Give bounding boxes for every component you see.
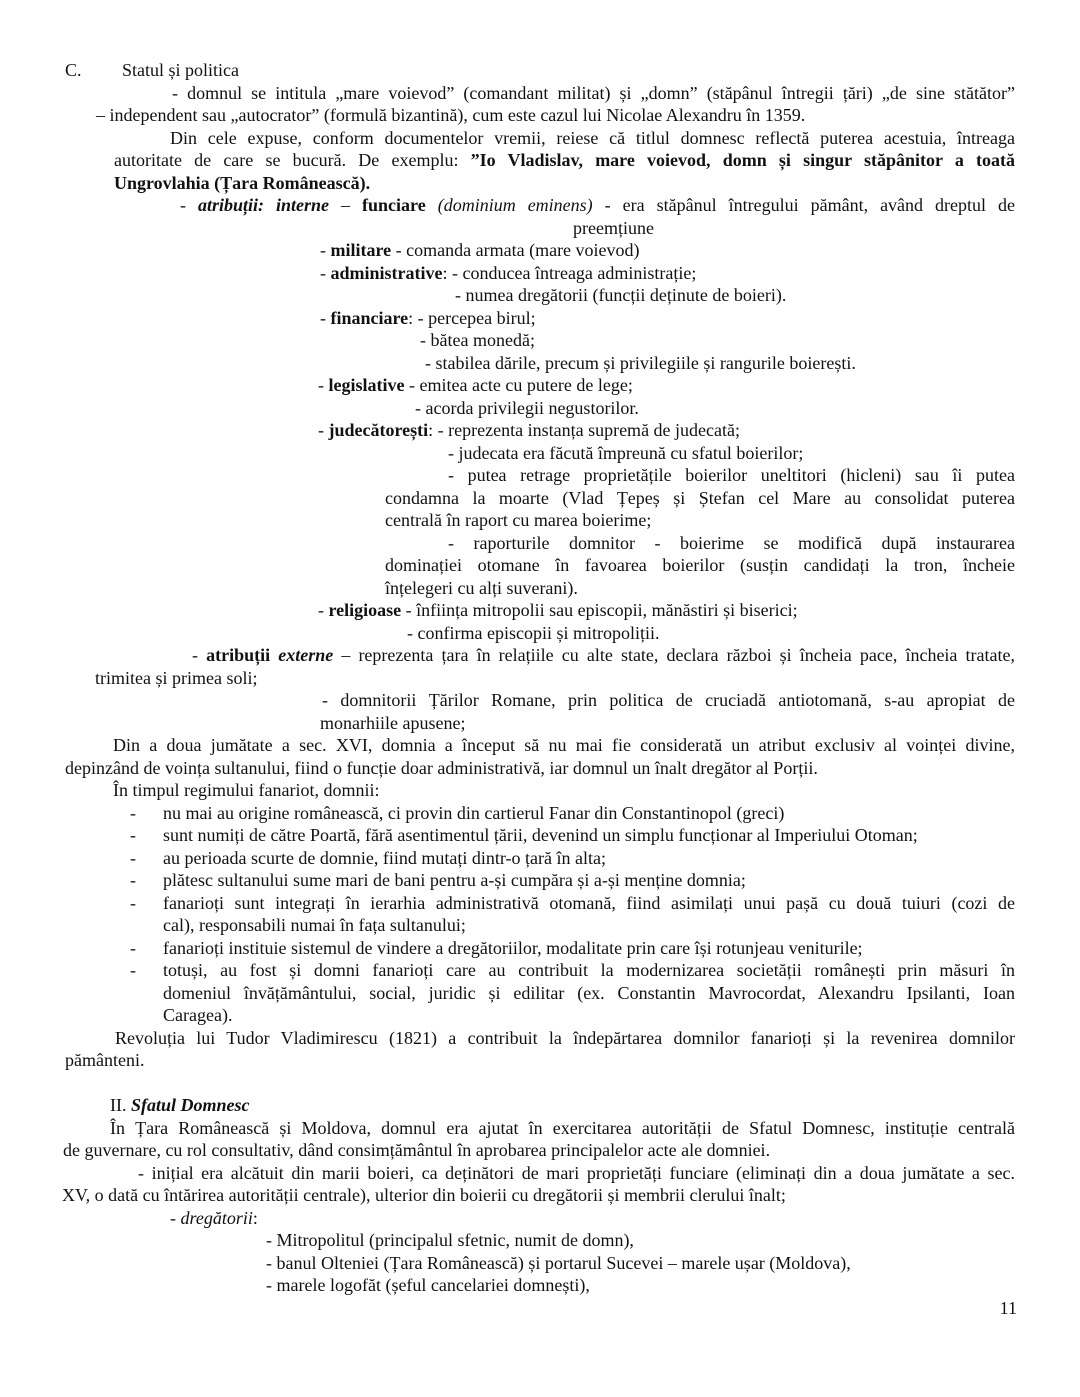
text-run: centrală în raport cu marea boierime; <box>385 510 652 530</box>
text-run: Din a doua jumătate a sec. XVI, domnia a început să nu mai fie considerată un atribut exclusiv al voinței divine, <box>113 735 1015 755</box>
text-line <box>0 397 1080 420</box>
text-run: atribuții: interne <box>198 195 330 215</box>
text-line <box>0 757 1080 780</box>
text-run: (dominium eminens) <box>437 195 593 215</box>
text-line <box>0 149 1080 172</box>
text-line <box>0 622 1080 645</box>
text-run: - <box>318 420 329 440</box>
text-run: militare <box>330 240 392 260</box>
text-line <box>0 127 1080 150</box>
text-line <box>0 284 1080 307</box>
text-line <box>0 464 1080 487</box>
text-line <box>0 982 1080 1005</box>
text-line <box>0 554 1080 577</box>
text-run: - inițial era alcătuit din marii boieri, ca deținători de mari proprietăți funciare (eliminați din a doua jumătate a sec. <box>138 1162 1015 1183</box>
text-line <box>0 1207 1080 1230</box>
text-line <box>0 262 1080 285</box>
text-run: ”Io Vladislav, mare voievod, domn și singur stăpânitor a toată <box>470 150 1015 170</box>
text-line <box>0 82 1080 105</box>
text-line <box>0 352 1080 375</box>
text-run: depinzând de voința sultanului, fiind o funcție doar administrativă, iar domnul un înalt dregător al Porții. <box>65 757 818 778</box>
text-line <box>0 1117 1080 1140</box>
text-run: - domnitorii Țărilor Romane, prin politica de cruciadă antiotomană, s-au apropiat de <box>322 690 1015 710</box>
text-run: preemțiune <box>573 217 654 238</box>
text-run: sunt numiți de către Poartă, fără asentimentul țării, devenind un simplu funcționar al Imperiului Otoman; <box>163 825 918 845</box>
text-run: - comanda armata (mare voievod) <box>391 240 640 260</box>
text-run: administrative <box>330 262 443 283</box>
text-run: - <box>320 240 331 260</box>
text-line <box>0 1184 1080 1207</box>
text-run: - emitea acte cu putere de lege; <box>404 375 633 395</box>
text-run: - banul Olteniei (Țara Românească) și portarul Sucevei – marele ușar (Moldova), <box>266 1252 851 1273</box>
text-run: dregătorii <box>180 1207 253 1228</box>
text-line <box>0 712 1080 735</box>
text-run: În Țara Românească și Moldova, domnul era ajutat în exercitarea autorității de Sfatul Domnesc, instituție centrală <box>110 1117 1015 1138</box>
text-line <box>0 959 1080 982</box>
text-line <box>0 599 1080 622</box>
text-run: plătesc sultanului sume mari de bani pentru a-și cumpăra și a-și menține domnia; <box>163 870 746 890</box>
text-run: - numea dregătorii (funcții deținute de boieri). <box>455 285 787 305</box>
text-run: cal), responsabili numai în fața sultanului; <box>163 915 466 935</box>
text-line <box>0 644 1080 667</box>
text-run: funciare <box>362 195 426 215</box>
line-prefix: - <box>130 960 136 980</box>
text-run: Ungrovlahia (Țara Românească). <box>114 172 371 193</box>
text-line <box>0 329 1080 352</box>
text-line <box>0 577 1080 600</box>
text-line <box>0 689 1080 712</box>
text-line <box>0 779 1080 802</box>
text-run: - <box>320 307 331 328</box>
text-line <box>0 532 1080 555</box>
text-run: înțelegeri cu alți suverani). <box>385 577 578 598</box>
text-run: : - reprezenta instanța supremă de judecată; <box>428 420 741 440</box>
text-line <box>0 419 1080 442</box>
text-run: legislative <box>328 375 405 395</box>
text-line <box>0 1049 1080 1072</box>
text-run: monarhiile apusene; <box>320 712 466 733</box>
text-run: - acorda privilegii negustorilor. <box>415 397 639 418</box>
text-line <box>0 1229 1080 1252</box>
text-line <box>0 1274 1080 1297</box>
text-run: Caragea). <box>163 1005 233 1025</box>
text-run: judecătorești <box>328 420 429 440</box>
text-line <box>0 847 1080 870</box>
line-prefix: - <box>130 870 136 890</box>
text-run: Statul și politica <box>122 60 239 80</box>
text-run: pământeni. <box>65 1050 145 1070</box>
text-run: - judecata era făcută împreună cu sfatul boierilor; <box>448 442 804 463</box>
line-prefix: - <box>130 802 136 823</box>
line-prefix: - <box>130 892 136 913</box>
text-run: financiare <box>330 307 409 328</box>
text-line <box>0 734 1080 757</box>
text-run: de guvernare, cu rol consultativ, dând consimțământul în aprobarea principalelor acte ale domniei. <box>63 1140 771 1160</box>
text-line <box>0 937 1080 960</box>
text-run <box>426 195 438 215</box>
text-line <box>0 374 1080 397</box>
text-line <box>0 172 1080 195</box>
section-heading-c <box>0 59 1080 82</box>
text-run: Din cele expuse, conform documentelor vremii, reiese că titlul domnesc reflectă puterea acestuia, întreaga <box>170 127 1015 148</box>
text-line <box>0 892 1080 915</box>
text-run: - <box>170 1207 181 1228</box>
text-run: - stabilea dările, precum și privilegiile și rangurile boierești. <box>425 352 856 373</box>
text-run: - <box>320 262 331 283</box>
text-run: au perioada scurte de domnie, fiind mutați dintr-o țară în alta; <box>163 847 606 868</box>
text-line <box>0 667 1080 690</box>
text-line <box>0 104 1080 127</box>
text-run: - era stăpânul întregului pământ, având dreptul de <box>592 195 1016 215</box>
text-line <box>0 824 1080 847</box>
text-run: trimitea și primea soli; <box>95 667 258 688</box>
text-run: – <box>329 195 363 215</box>
text-run: - putea retrage proprietățile boierilor uneltitori (hicleni) sau îi putea <box>448 465 1015 485</box>
text-line <box>0 1027 1080 1050</box>
text-run: externe <box>278 645 334 665</box>
text-run: - <box>318 600 329 620</box>
text-run: - domnul se intitula „mare voievod” (comandant militat) și „domn” (stăpânul întregii țări) „de sine stătător” <box>172 82 1015 103</box>
text-run: - <box>318 375 329 395</box>
text-run: dominației otomane în favoarea boierilor (susțin candidați la tron, încheie <box>385 555 1015 575</box>
line-prefix: - <box>130 937 136 958</box>
blank-line <box>0 1072 1080 1095</box>
text-run: XV, o dată cu întărirea autorității centrale), ulterior din boierii cu dregătorii și membrii clerului înalt; <box>62 1185 786 1205</box>
text-run: – reprezenta țara în relațiile cu alte state, declara război și încheia pace, încheia tratate, <box>333 645 1015 665</box>
text-run: - Mitropolitul (principalul sfetnic, numit de domn), <box>266 1230 634 1250</box>
text-run: fanarioți instituie sistemul de vindere a dregătoriilor, modalitate prin care își rotunjeau veniturile; <box>163 937 863 958</box>
text-run: - confirma episcopii și mitropoliții. <box>407 622 660 643</box>
text-run: totuși, au fost și domni fanarioți care au contribuit la modernizarea societății românești prin măsuri în <box>163 960 1015 980</box>
text-run: : <box>252 1207 258 1228</box>
text-run: : - conducea întreaga administrație; <box>442 262 697 283</box>
text-line <box>0 802 1080 825</box>
text-line <box>0 217 1080 240</box>
text-line <box>0 487 1080 510</box>
text-line <box>0 1252 1080 1275</box>
text-run: - <box>180 195 198 215</box>
line-prefix: - <box>130 825 136 845</box>
text-line <box>0 442 1080 465</box>
text-run: - bătea monedă; <box>420 330 535 350</box>
text-line <box>0 194 1080 217</box>
text-line <box>0 914 1080 937</box>
text-run: Sfatul Domnesc <box>131 1095 250 1115</box>
section-heading-ii <box>0 1094 1080 1117</box>
text-run: Revoluția lui Tudor Vladimirescu (1821) a contribuit la îndepărtarea domnilor fanarioți și la revenirea domnilor <box>115 1027 1015 1048</box>
text-run: nu mai au origine românească, ci provin din cartierul Fanar din Constantinopol (greci) <box>163 802 785 823</box>
text-run: – independent sau „autocrator” (formulă bizantină), cum este cazul lui Nicolae Alexandru în 1359. <box>96 105 806 125</box>
text-run: atribuții <box>206 645 279 665</box>
text-line <box>0 239 1080 262</box>
text-run: II. <box>110 1095 131 1115</box>
text-run: fanarioți sunt integrați în ierarhia administrativă otomană, fiind asimilați unui pașă cu două tuiuri (cozi de <box>163 892 1015 913</box>
text-run: - marele logofăt (șeful cancelariei domnești), <box>266 1275 590 1295</box>
text-run: : - percepea birul; <box>408 307 536 328</box>
line-prefix: - <box>130 847 136 868</box>
text-line <box>0 509 1080 532</box>
text-line <box>0 1139 1080 1162</box>
text-line <box>0 869 1080 892</box>
text-run: religioase <box>328 600 402 620</box>
text-run: - înființa mitropolii sau episcopii, mănăstiri și biserici; <box>401 600 798 620</box>
text-line <box>0 307 1080 330</box>
text-line <box>0 1004 1080 1027</box>
text-run: autoritate de care se bucură. De exemplu: <box>114 150 471 170</box>
text-run: condamna la moarte (Vlad Țepeș și Ștefan cel Mare au consolidat puterea <box>385 487 1015 508</box>
text-run: În timpul regimului fanariot, domnii: <box>113 780 380 800</box>
line-prefix: C. <box>65 60 82 80</box>
text-run: - <box>192 645 207 665</box>
page-number: 11 <box>999 1298 1017 1318</box>
text-line <box>0 1162 1080 1185</box>
text-run: - raporturile domnitor - boierime se modifică după instaurarea <box>448 532 1015 553</box>
text-run: domeniul învățământului, social, juridic și edilitar (ex. Constantin Mavrocordat, Alexandru Ipsilanti, Ioan <box>163 982 1015 1003</box>
